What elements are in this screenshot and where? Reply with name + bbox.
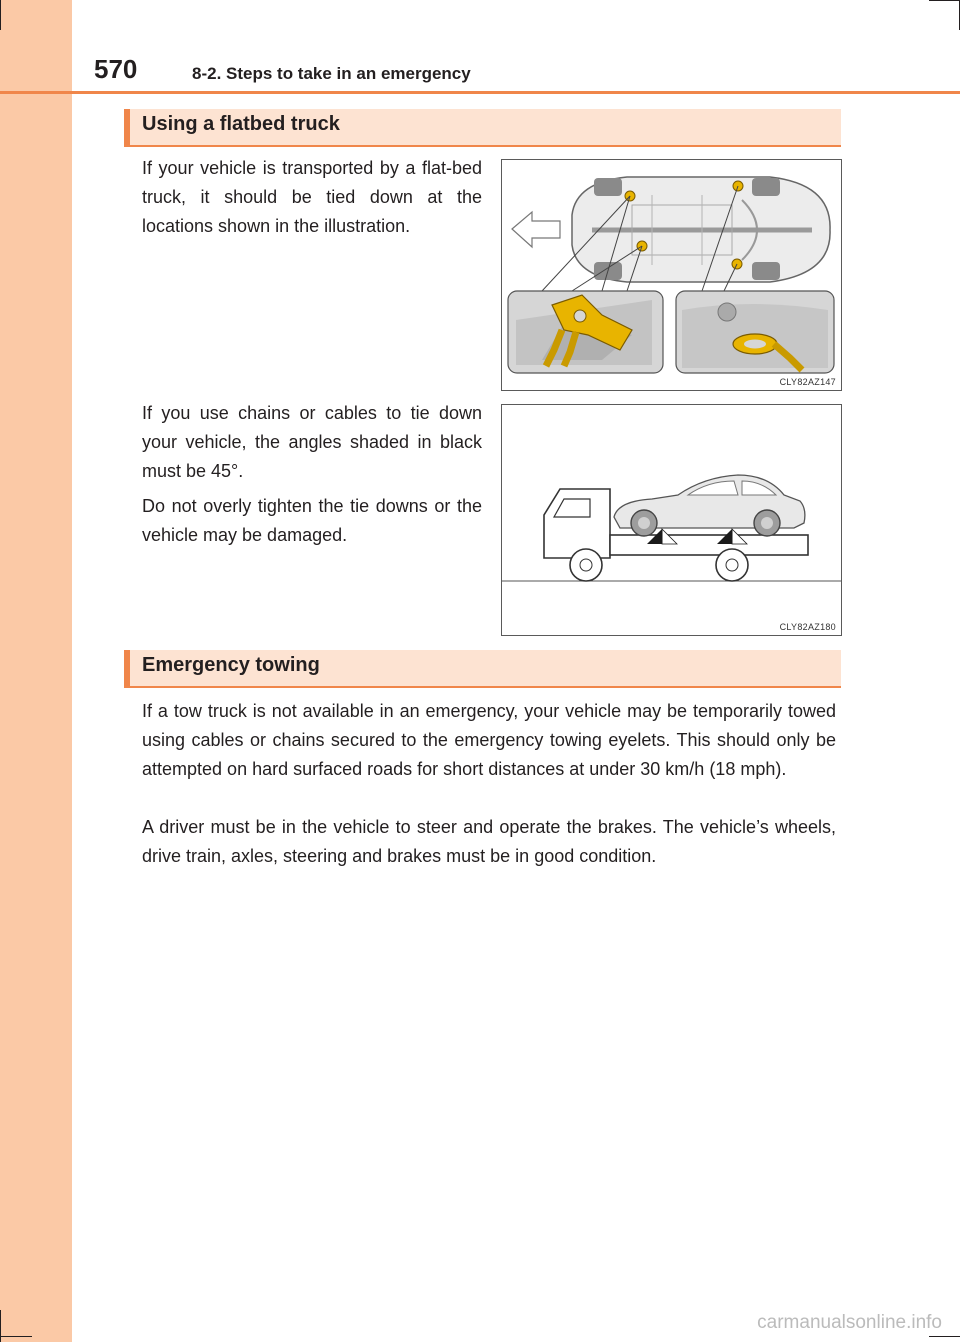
flatbed-truck-figure (501, 404, 842, 636)
crop-mark (0, 0, 1, 30)
watermark: carmanualsonline.info (757, 1312, 942, 1333)
crop-mark (929, 1336, 960, 1337)
truck-wheel (716, 549, 748, 581)
tie-down-locations-figure (501, 159, 842, 391)
flatbed-truck-illustration (502, 405, 841, 635)
tie-down-locations-illustration (502, 160, 841, 390)
towing-paragraph-2: A driver must be in the vehicle to steer and operate the brakes. The vehicle’s wheels, drive train, axles, steering and brakes must be in good condition. (142, 817, 836, 866)
flatbed-paragraph-3: Do not overly tighten the tie downs or the vehicle may be damaged. (142, 496, 482, 545)
flatbed-heading: Using a flatbed truck (142, 113, 340, 135)
figure-code: CLY82AZ147 (779, 377, 836, 387)
towing-paragraph-1: If a tow truck is not available in an emergency, your vehicle may be temporarily towed using cables or chains secured to the emergency towing eyelets. This should only be attempted on hard surfaced roads for short distances at under 30 km/h (18 mph). (142, 701, 836, 779)
towing-heading: Emergency towing (142, 654, 320, 676)
flatbed-heading-bar (124, 109, 841, 147)
section-title: 8-2. Steps to take in an emergency (192, 64, 471, 83)
header-rule (0, 91, 960, 94)
front-direction-arrow-icon (512, 212, 560, 247)
flatbed-paragraph-1: If your vehicle is transported by a flat-bed truck, it should be tied down at the locations shown in the illustration. (142, 158, 482, 236)
page-number: 570 (94, 54, 138, 84)
towing-heading-bar (124, 650, 841, 688)
crop-mark (0, 1336, 32, 1337)
crop-mark (0, 1310, 1, 1342)
side-tab-band (0, 0, 72, 1342)
flatbed-deck (610, 535, 808, 555)
figure-code: CLY82AZ180 (779, 622, 836, 632)
truck-wheel (570, 549, 602, 581)
crop-mark (929, 0, 960, 1)
flatbed-paragraph-2: If you use chains or cables to tie down your vehicle, the angles shaded in black must be 45°. (142, 403, 482, 481)
